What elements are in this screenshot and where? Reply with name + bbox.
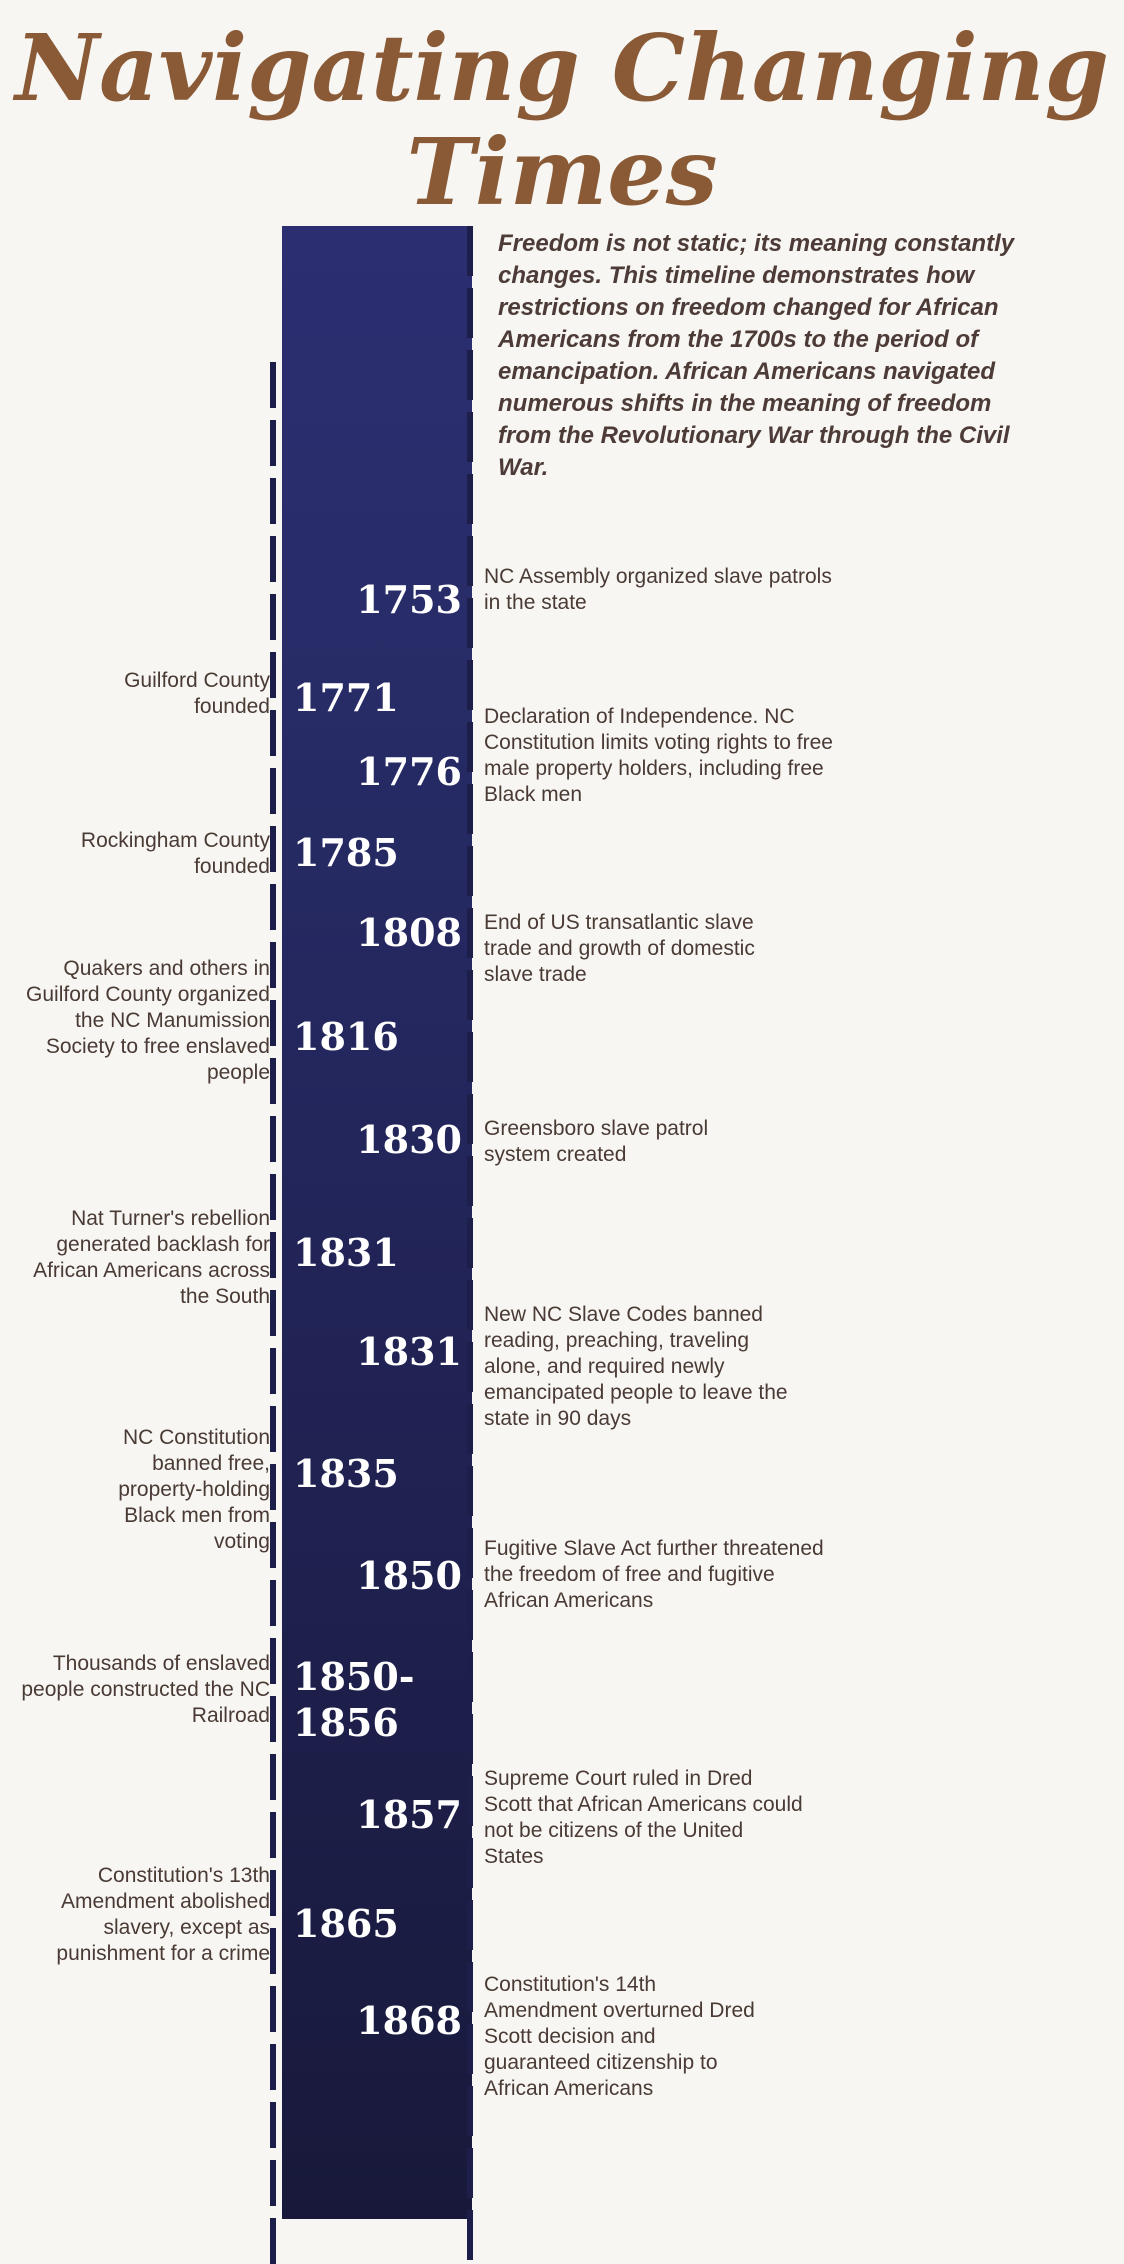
timeline-tick bbox=[270, 2160, 276, 2206]
year-label: 1835 bbox=[293, 1451, 399, 1496]
timeline-tick bbox=[270, 1000, 276, 1046]
timeline-tick bbox=[467, 784, 473, 834]
timeline-tick bbox=[467, 1466, 473, 1516]
year-label: 1771 bbox=[293, 675, 399, 720]
timeline-tick bbox=[467, 1962, 473, 2012]
page-title-line-2: Times bbox=[406, 118, 718, 226]
event-description: Rockingham County founded bbox=[80, 829, 270, 878]
year-label: 1868 bbox=[356, 1998, 462, 2043]
event-description: Guilford County founded bbox=[124, 669, 270, 718]
timeline-tick bbox=[270, 1522, 276, 1568]
timeline-tick bbox=[270, 1290, 276, 1336]
intro-text: Freedom is not static; its meaning constantly changes. This timeline demonstrates how restrictions on freedom changed for African Americans from the 1700s to the period of emancipation. African Americans navigated numerous shifts in the meaning of freedom from the Revolutionary War through the Civil War. bbox=[498, 230, 1015, 481]
timeline-tick bbox=[270, 1348, 276, 1394]
timeline-tick bbox=[467, 1094, 473, 1144]
year-label: 1857 bbox=[356, 1792, 462, 1837]
year-label-end: 1856 bbox=[293, 1700, 399, 1745]
timeline-tick bbox=[467, 1280, 473, 1330]
event-description: Greensboro slave patrol system created bbox=[484, 1117, 709, 1166]
timeline-tick bbox=[467, 598, 473, 648]
event-description: Quakers and others in Guilford County organized the NC Manumission Society to free enslaved people bbox=[26, 957, 270, 1084]
timeline-tick bbox=[270, 594, 276, 640]
timeline-tick bbox=[270, 1870, 276, 1916]
event-description: End of US transatlantic slave trade and growth of domestic slave trade bbox=[484, 911, 755, 986]
timeline-tick bbox=[467, 2024, 473, 2074]
timeline-tick bbox=[270, 2102, 276, 2148]
timeline-tick bbox=[270, 478, 276, 524]
timeline-tick bbox=[467, 1218, 473, 1268]
timeline-tick bbox=[270, 1986, 276, 2032]
event-description: NC Constitution banned free, property-holding Black men from voting bbox=[118, 1426, 270, 1553]
event-description: Constitution's 13th Amendment abolished slavery, except as punishment for a crime bbox=[56, 1864, 270, 1965]
timeline-tick bbox=[467, 1838, 473, 1888]
timeline-tick bbox=[467, 1342, 473, 1392]
timeline-tick bbox=[467, 1776, 473, 1826]
timeline-tick bbox=[270, 1754, 276, 1800]
timeline-tick bbox=[467, 970, 473, 1020]
timeline-tick bbox=[270, 942, 276, 988]
year-label: 1831 bbox=[293, 1230, 399, 1275]
timeline-tick bbox=[270, 1232, 276, 1278]
year-label: 1850- bbox=[293, 1654, 415, 1699]
timeline-tick bbox=[467, 288, 473, 338]
timeline-tick bbox=[467, 474, 473, 524]
timeline-tick bbox=[467, 846, 473, 896]
event-description: Thousands of enslaved people constructed the NC Railroad bbox=[21, 1652, 270, 1727]
event-description: Constitution's 14th Amendment overturned Dred Scott decision and guaranteed citizenship to African Americans bbox=[484, 1973, 755, 2100]
timeline-tick bbox=[270, 1580, 276, 1626]
timeline-tick bbox=[467, 350, 473, 400]
year-label: 1850 bbox=[356, 1553, 462, 1598]
event-description: Nat Turner's rebellion generated backlash for African Americans across the South bbox=[33, 1207, 270, 1308]
page-title: Navigating Changing bbox=[15, 14, 1109, 122]
timeline-tick bbox=[467, 226, 473, 276]
timeline-tick bbox=[467, 1900, 473, 1950]
timeline-tick bbox=[270, 1696, 276, 1742]
timeline-tick bbox=[467, 1652, 473, 1702]
timeline-tick bbox=[467, 412, 473, 462]
timeline-tick bbox=[270, 1928, 276, 1974]
timeline-tick bbox=[467, 1032, 473, 1082]
year-label: 1776 bbox=[356, 749, 462, 794]
timeline-tick bbox=[270, 652, 276, 698]
year-label: 1830 bbox=[356, 1117, 462, 1162]
event-description: Declaration of Independence. NC Constitution limits voting rights to free male property holders, including free Black men bbox=[484, 705, 833, 806]
timeline-tick bbox=[467, 2086, 473, 2136]
timeline-tick bbox=[270, 1058, 276, 1104]
timeline-tick bbox=[270, 1638, 276, 1684]
timeline-tick bbox=[270, 420, 276, 466]
year-label: 1865 bbox=[293, 1901, 399, 1946]
timeline-tick bbox=[270, 1406, 276, 1452]
timeline-tick bbox=[270, 710, 276, 756]
timeline-tick bbox=[270, 1174, 276, 1220]
timeline-tick bbox=[270, 536, 276, 582]
timeline-tick bbox=[467, 536, 473, 586]
timeline-tick bbox=[270, 1812, 276, 1858]
timeline-tick bbox=[467, 2148, 473, 2198]
event-description: NC Assembly organized slave patrols in the state bbox=[484, 565, 832, 614]
timeline-tick bbox=[270, 362, 276, 408]
year-label: 1831 bbox=[356, 1329, 462, 1374]
timeline-tick bbox=[467, 1404, 473, 1454]
timeline-tick bbox=[270, 2218, 276, 2264]
timeline-tick bbox=[467, 1156, 473, 1206]
year-label: 1808 bbox=[356, 910, 462, 955]
timeline-tick bbox=[270, 768, 276, 814]
timeline-tick bbox=[270, 826, 276, 872]
timeline-tick bbox=[467, 722, 473, 772]
timeline-tick bbox=[467, 1714, 473, 1764]
timeline-tick bbox=[467, 660, 473, 710]
timeline-tick bbox=[467, 1528, 473, 1578]
timeline-tick bbox=[270, 884, 276, 930]
timeline-tick bbox=[270, 1116, 276, 1162]
year-label: 1753 bbox=[356, 577, 462, 622]
timeline-tick bbox=[270, 2044, 276, 2090]
timeline-tick bbox=[467, 1590, 473, 1640]
event-description: Fugitive Slave Act further threatened the freedom of free and fugitive African Americans bbox=[484, 1537, 824, 1612]
event-description: Supreme Court ruled in Dred Scott that African Americans could not be citizens of the United States bbox=[484, 1767, 803, 1868]
timeline-tick bbox=[270, 1464, 276, 1510]
timeline-tick bbox=[467, 2210, 473, 2260]
year-label: 1816 bbox=[293, 1014, 399, 1059]
timeline-tick bbox=[467, 908, 473, 958]
event-description: New NC Slave Codes banned reading, preaching, traveling alone, and required newly emancipated people to leave the state in 90 days bbox=[484, 1303, 788, 1430]
year-label: 1785 bbox=[293, 830, 399, 875]
